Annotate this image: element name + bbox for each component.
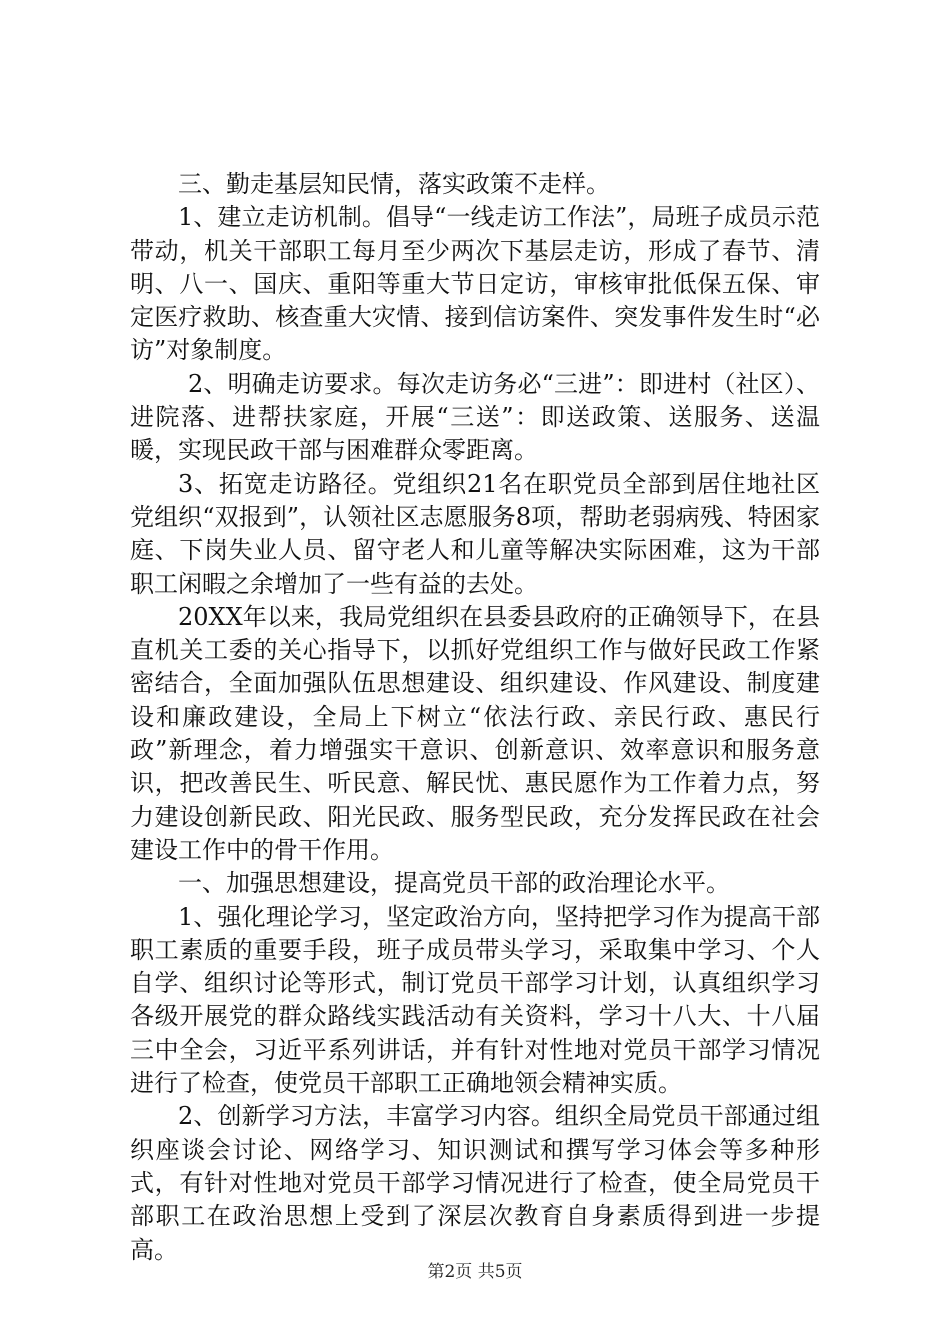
document-body <box>130 168 820 1267</box>
paragraph-visit-paths: 3、拓宽走访路径。党组织21名在职党员全部到居住地社区党组织“双报到”，认领社区志愿服务8项，帮助老弱病残、特困家庭、下岗失业人员、留守老人和儿童等解决实际困难，这为干部职工闲暇之余增加了一些有益的去处。 <box>130 469 820 598</box>
paragraph-theory-study: 1、强化理论学习，坚定政治方向，坚持把学习作为提高干部职工素质的重要手段，班子成员带头学习，采取集中学习、个人自学、组织讨论等形式，制订党员干部学习计划，认真组织学习各级开展党的群众路线实践活动有关资料，学习十八大、十八届三中全会，习近平系列讲话，并有针对性地对党员干部学习情况进行了检查，使党员干部职工正确地领会精神实质。 <box>130 902 820 1098</box>
paragraph-study-methods: 2、创新学习方法，丰富学习内容。组织全局党员干部通过组织座谈会讨论、网络学习、知识测试和撰写学习体会等多种形式，有针对性地对党员干部学习情况进行了检查，使全局党员干部职工在政治思想上受到了深层次教育自身素质得到进一步提高。 <box>130 1102 820 1264</box>
section-heading-3: 三、勤走基层知民情，落实政策不走样。 <box>178 170 610 198</box>
page-number-footer: 第2页 共5页 <box>427 1262 523 1282</box>
paragraph-summary: 20XX年以来，我局党组织在县委县政府的正确领导下，在县直机关工委的关心指导下，以抓好党组织工作与做好民政工作紧密结合，全面加强队伍思想建设、组织建设、作风建设、制度建设和廉政建设，全局上下树立“依法行政、亲民行政、惠民行政”新理念，着力增强实干意识、创新意识、效率意识和服务意识，把改善民生、听民意、解民忧、惠民愿作为工作着力点，努力建设创新民政、阳光民政、服务型民政，充分发挥民政在社会建设工作中的骨干作用。 <box>130 602 820 864</box>
section-heading-1: 一、加强思想建设，提高党员干部的政治理论水平。 <box>178 869 730 898</box>
paragraph-visit-mechanism: 1、建立走访机制。倡导“一线走访工作法”，局班子成员示范带动，机关干部职工每月至少两次下基层走访，形成了春节、清明、八一、国庆、重阳等重大节日定访，审核审批低保五保、审定医疗救助、核查重大灾情、接到信访案件、突发事件发生时“必访”对象制度。 <box>130 203 820 365</box>
paragraph-visit-requirements: 2、明确走访要求。每次走访务必“三进”：即进村（社区）、进院落、进帮扶家庭，开展“三送”：即送政策、送服务、送温暖，实现民政干部与困难群众零距离。 <box>130 369 820 465</box>
